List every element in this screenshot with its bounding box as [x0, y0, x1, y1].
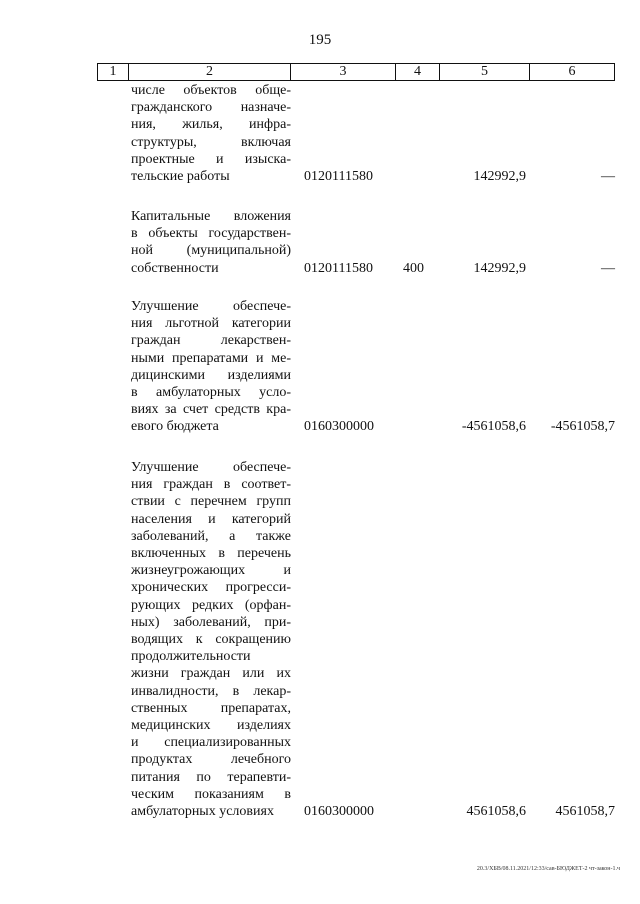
- row-value-5: 142992,9: [473, 169, 526, 184]
- column-header-4: 4: [396, 64, 440, 80]
- row-name-line: ной (муниципальной): [131, 243, 291, 259]
- row-code: 0160300000: [304, 804, 374, 819]
- row-name-line: Улучшение обеспече-: [131, 299, 291, 314]
- row-name-line: ческим показаниям в: [131, 786, 291, 802]
- row-value-6: —: [601, 169, 615, 184]
- row-name-line: гражданского назначе-: [131, 100, 291, 116]
- row-name-line: и специализированных: [131, 735, 291, 751]
- row-name-line: структуры, включая: [131, 134, 291, 150]
- column-header-1: 1: [98, 64, 129, 80]
- row-name-line: виях за счет средств кра-: [131, 402, 291, 418]
- row-name-line: включенных в перечень: [131, 546, 291, 562]
- document-footer: 20.3/ХБВ/08.11.2021/12:33/сав-БЮДЖЕТ-2 чт-закон-1.ч: [476, 866, 620, 872]
- row-name: [131, 298, 291, 436]
- row-name-line: проектные и изыска-: [131, 151, 291, 167]
- column-header-2: 2: [129, 64, 291, 80]
- row-name-line: питания по терапевти-: [131, 769, 291, 785]
- row-value-6: -4561058,7: [550, 419, 615, 434]
- table-header-row: [97, 63, 615, 81]
- row-name-line: ных) заболеваний, при-: [131, 614, 291, 630]
- row-name-line: заболеваний, а также: [131, 528, 291, 544]
- row-name: [131, 459, 291, 820]
- row-name-line: дицинскими изделиями: [131, 367, 291, 383]
- row-kind: 400: [403, 261, 424, 276]
- row-name-line: в объекты государствен-: [131, 226, 291, 242]
- row-name-line: граждан лекарствен-: [131, 333, 291, 349]
- row-name-line: ствии с перечнем групп: [131, 494, 291, 510]
- row-name-line: жизни граждан или их: [131, 666, 291, 682]
- row-name: [131, 208, 291, 277]
- row-value-5: -4561058,6: [461, 419, 526, 434]
- row-name-line: продолжительности: [131, 649, 251, 665]
- row-name-line: инвалидности, в лекар-: [131, 683, 291, 699]
- row-name-line: ния льготной категории: [131, 316, 291, 332]
- row-name-line: собственности: [131, 260, 219, 276]
- column-header-5: 5: [440, 64, 530, 80]
- row-name-line: тельские работы: [131, 169, 230, 185]
- row-name-line: населения и категорий: [131, 511, 291, 527]
- row-name-line: рующих редких (орфан-: [131, 597, 291, 613]
- row-name-line: ния, жилья, инфра-: [131, 117, 291, 133]
- row-name-line: ния граждан в соответ-: [131, 477, 291, 493]
- row-name-line: евого бюджета: [131, 419, 219, 435]
- row-name-line: Капитальные вложения: [131, 209, 291, 224]
- row-value-6: —: [601, 261, 615, 276]
- row-name-line: жизнеугрожающих и: [131, 563, 291, 579]
- row-name-line: ственных препаратах,: [131, 700, 291, 716]
- row-name-line: водящих к сокращению: [131, 632, 291, 648]
- row-value-5: 4561058,6: [466, 804, 526, 819]
- row-name-line: ными препаратами и ме-: [131, 350, 291, 366]
- column-header-3: 3: [291, 64, 396, 80]
- row-name-line: Улучшение обеспече-: [131, 460, 291, 475]
- row-code: 0160300000: [304, 419, 374, 434]
- row-code: 0120111580: [304, 169, 373, 184]
- row-value-5: 142992,9: [473, 261, 526, 276]
- page-number: 195: [308, 32, 332, 48]
- row-name-line: продуктах лечебного: [131, 752, 291, 768]
- column-header-6: 6: [568, 64, 576, 79]
- row-name-line: медицинских изделиях: [131, 718, 291, 734]
- row-value-6: 4561058,7: [555, 804, 615, 819]
- row-name-line: хронических прогресси-: [131, 580, 291, 596]
- row-code: 0120111580: [304, 261, 373, 276]
- row-name: [131, 82, 291, 185]
- row-name-line: амбулаторных условиях: [131, 804, 274, 820]
- row-name-line: числе объектов обще-: [131, 83, 291, 98]
- row-name-line: в амбулаторных усло-: [131, 385, 291, 401]
